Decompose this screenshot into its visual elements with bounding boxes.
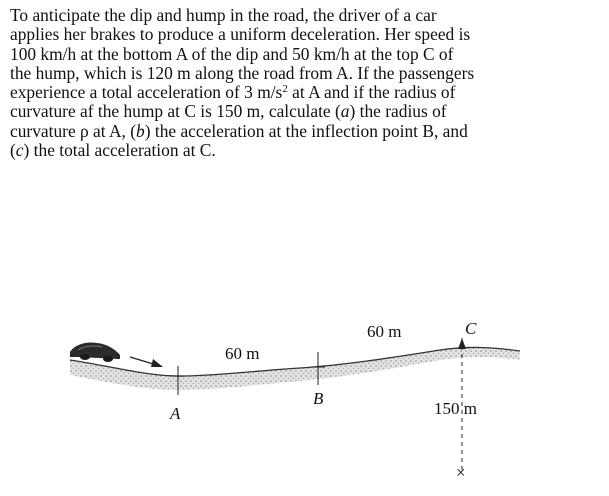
curvature-center-mark: × — [456, 463, 466, 482]
problem-line-5-end: at A and if the radius of — [287, 82, 456, 103]
problem-line-1: To anticipate the dip and hump in the road, the driver of a car — [10, 5, 437, 25]
squared-superscript: 2 — [282, 83, 288, 96]
problem-line-8 — [10, 141, 600, 160]
problem-line-2: applies her brakes to produce a uniform deceleration. Her speed is — [10, 24, 471, 45]
distance-a-to-b: 60 m — [225, 344, 260, 363]
label-radius-c: 150 m — [434, 399, 477, 418]
label-point-c: C — [465, 319, 477, 338]
label-point-b: B — [313, 389, 324, 408]
problem-statement — [10, 6, 600, 160]
problem-line-8-start: ( — [10, 140, 16, 161]
part-b-letter: b — [136, 120, 145, 141]
problem-line-3: 100 km/h at the bottom A of the dip and 50 km/h at the top C of — [10, 43, 454, 64]
problem-line-7-start: curvature ρ at A, ( — [10, 120, 137, 141]
problem-line-6-start: curvature af the hump at C is 150 m, calculate ( — [10, 101, 341, 122]
problem-line-6-end: ) the radius of — [349, 101, 447, 122]
problem-line-7-end: ) the acceleration at the inflection point B, and — [144, 120, 468, 141]
label-point-a: A — [170, 404, 181, 423]
part-a-letter: a — [340, 101, 350, 122]
problem-line-8-end: ) the total acceleration at C. — [23, 140, 216, 161]
road-figure — [0, 300, 609, 496]
part-c-letter: c — [15, 140, 24, 161]
direction-arrow — [130, 357, 163, 367]
problem-line-6 — [10, 102, 600, 121]
car — [70, 342, 120, 362]
distance-b-to-c: 60 m — [367, 322, 402, 341]
problem-line-7 — [10, 122, 600, 141]
problem-line-5 — [10, 83, 600, 102]
problem-line-4: the hump, which is 120 m along the road from A. If the passengers — [10, 62, 475, 83]
problem-line-5-start: experience a total acceleration of 3 m/s — [10, 82, 283, 103]
